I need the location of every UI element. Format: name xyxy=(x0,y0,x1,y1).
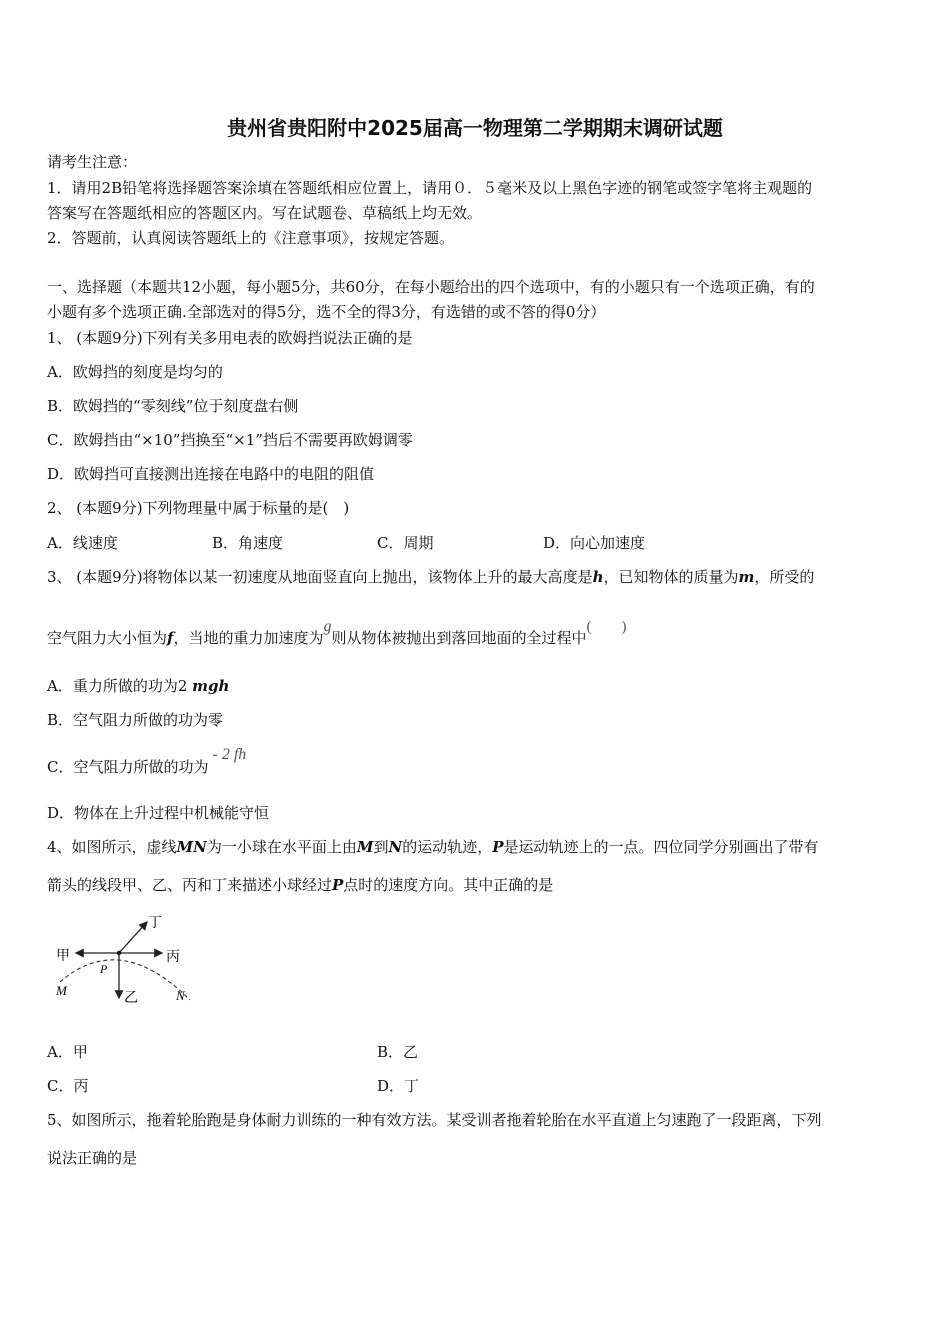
label-bing: 丙 xyxy=(166,949,180,965)
notice-item-1-line-2: 答案写在答题纸相应的答题区内。写在试题卷、草稿纸上均无效。 xyxy=(47,204,483,222)
q1-option-b: B．欧姆挡的“零刻线”位于刻度盘右侧 xyxy=(47,397,299,415)
q5-stem-line-2: 说法正确的是 xyxy=(47,1149,138,1167)
q2-option-d: D．向心加速度 xyxy=(543,534,646,552)
notice-heading: 请考生注意： xyxy=(47,153,138,171)
q4-stem-line-2: 箭头的线段甲、乙、丙和丁来描述小球经过P点时的速度方向。其中正确的是 xyxy=(47,876,554,894)
q2-option-b: B．角速度 xyxy=(212,534,284,552)
point-p xyxy=(117,951,121,955)
label-n: N xyxy=(176,988,185,1003)
q4-stem-line-1: 4、如图所示，虚线MN为一小球在水平面上由M到N的运动轨迹，P是运动轨迹上的一点。四位同学分别画出了带有 xyxy=(47,838,819,856)
label-yi: 乙 xyxy=(124,990,138,1006)
arrow-ding xyxy=(119,922,147,953)
label-jia: 甲 xyxy=(56,948,70,964)
label-m: M xyxy=(56,983,67,998)
velocity-direction-diagram xyxy=(52,910,202,1010)
notice-item-2: 2．答题前，认真阅读答题纸上的《注意事项》，按规定答题。 xyxy=(47,229,455,247)
label-p: P xyxy=(100,962,108,976)
q4-option-b: B．乙 xyxy=(377,1043,419,1061)
q1-option-a: A．欧姆挡的刻度是均匀的 xyxy=(47,363,223,381)
q3-option-d: D．物体在上升过程中机械能守恒 xyxy=(47,804,270,822)
q3-option-c: C．空气阻力所做的功为- 2 fh xyxy=(47,746,247,776)
page-title: 贵州省贵阳附中2025届高一物理第二学期期末调研试题 xyxy=(227,116,723,140)
q5-stem-line-1: 5、如图所示，拖着轮胎跑是身体耐力训练的一种有效方法。某受训者拖着轮胎在水平直道上匀速跑了一段距离，下列 xyxy=(47,1111,822,1129)
section-instructions-line-1: 一、选择题（本题共12小题，每小题5分，共60分，在每小题给出的四个选项中，有的小题只有一个选项正确，有的 xyxy=(47,278,815,296)
q4-option-a: A．甲 xyxy=(47,1043,88,1061)
q2-option-c: C．周期 xyxy=(377,534,434,552)
q2-option-a: A．线速度 xyxy=(47,534,118,552)
notice-item-1-line-1: 1．请用2B铅笔将选择题答案涂填在答题纸相应位置上，请用０．５毫米及以上黑色字迹的钢笔或签字笔将主观题的 xyxy=(47,179,813,197)
q3-stem-line-2: 空气阻力大小恒为f，当地的重力加速度为g则从物体被抛出到落回地面的全过程中( ) xyxy=(47,618,627,647)
q3-option-a: A．重力所做的功为2 mgh xyxy=(47,677,230,695)
q3-stem-line-1: 3、 (本题9分)将物体以某一初速度从地面竖直向上抛出，该物体上升的最大高度是h，已知物体的质量为m，所受的 xyxy=(47,568,815,586)
q4-option-d: D．丁 xyxy=(377,1077,420,1095)
q1-option-c: C．欧姆挡由“×10”挡换至“×1”挡后不需要再欧姆调零 xyxy=(47,431,413,449)
section-instructions-line-2: 小题有多个选项正确.全部选对的得5分，选不全的得3分，有选错的或不答的得0分） xyxy=(47,303,606,321)
q3-option-b: B．空气阻力所做的功为零 xyxy=(47,711,224,729)
q2-stem: 2、 (本题9分)下列物理量中属于标量的是( ) xyxy=(47,499,350,517)
q4-option-c: C．丙 xyxy=(47,1077,89,1095)
label-ding: 丁 xyxy=(148,915,162,931)
q1-option-d: D．欧姆挡可直接测出连接在电路中的电阻的阻值 xyxy=(47,465,375,483)
q1-stem: 1、 (本题9分)下列有关多用电表的欧姆挡说法正确的是 xyxy=(47,329,413,347)
